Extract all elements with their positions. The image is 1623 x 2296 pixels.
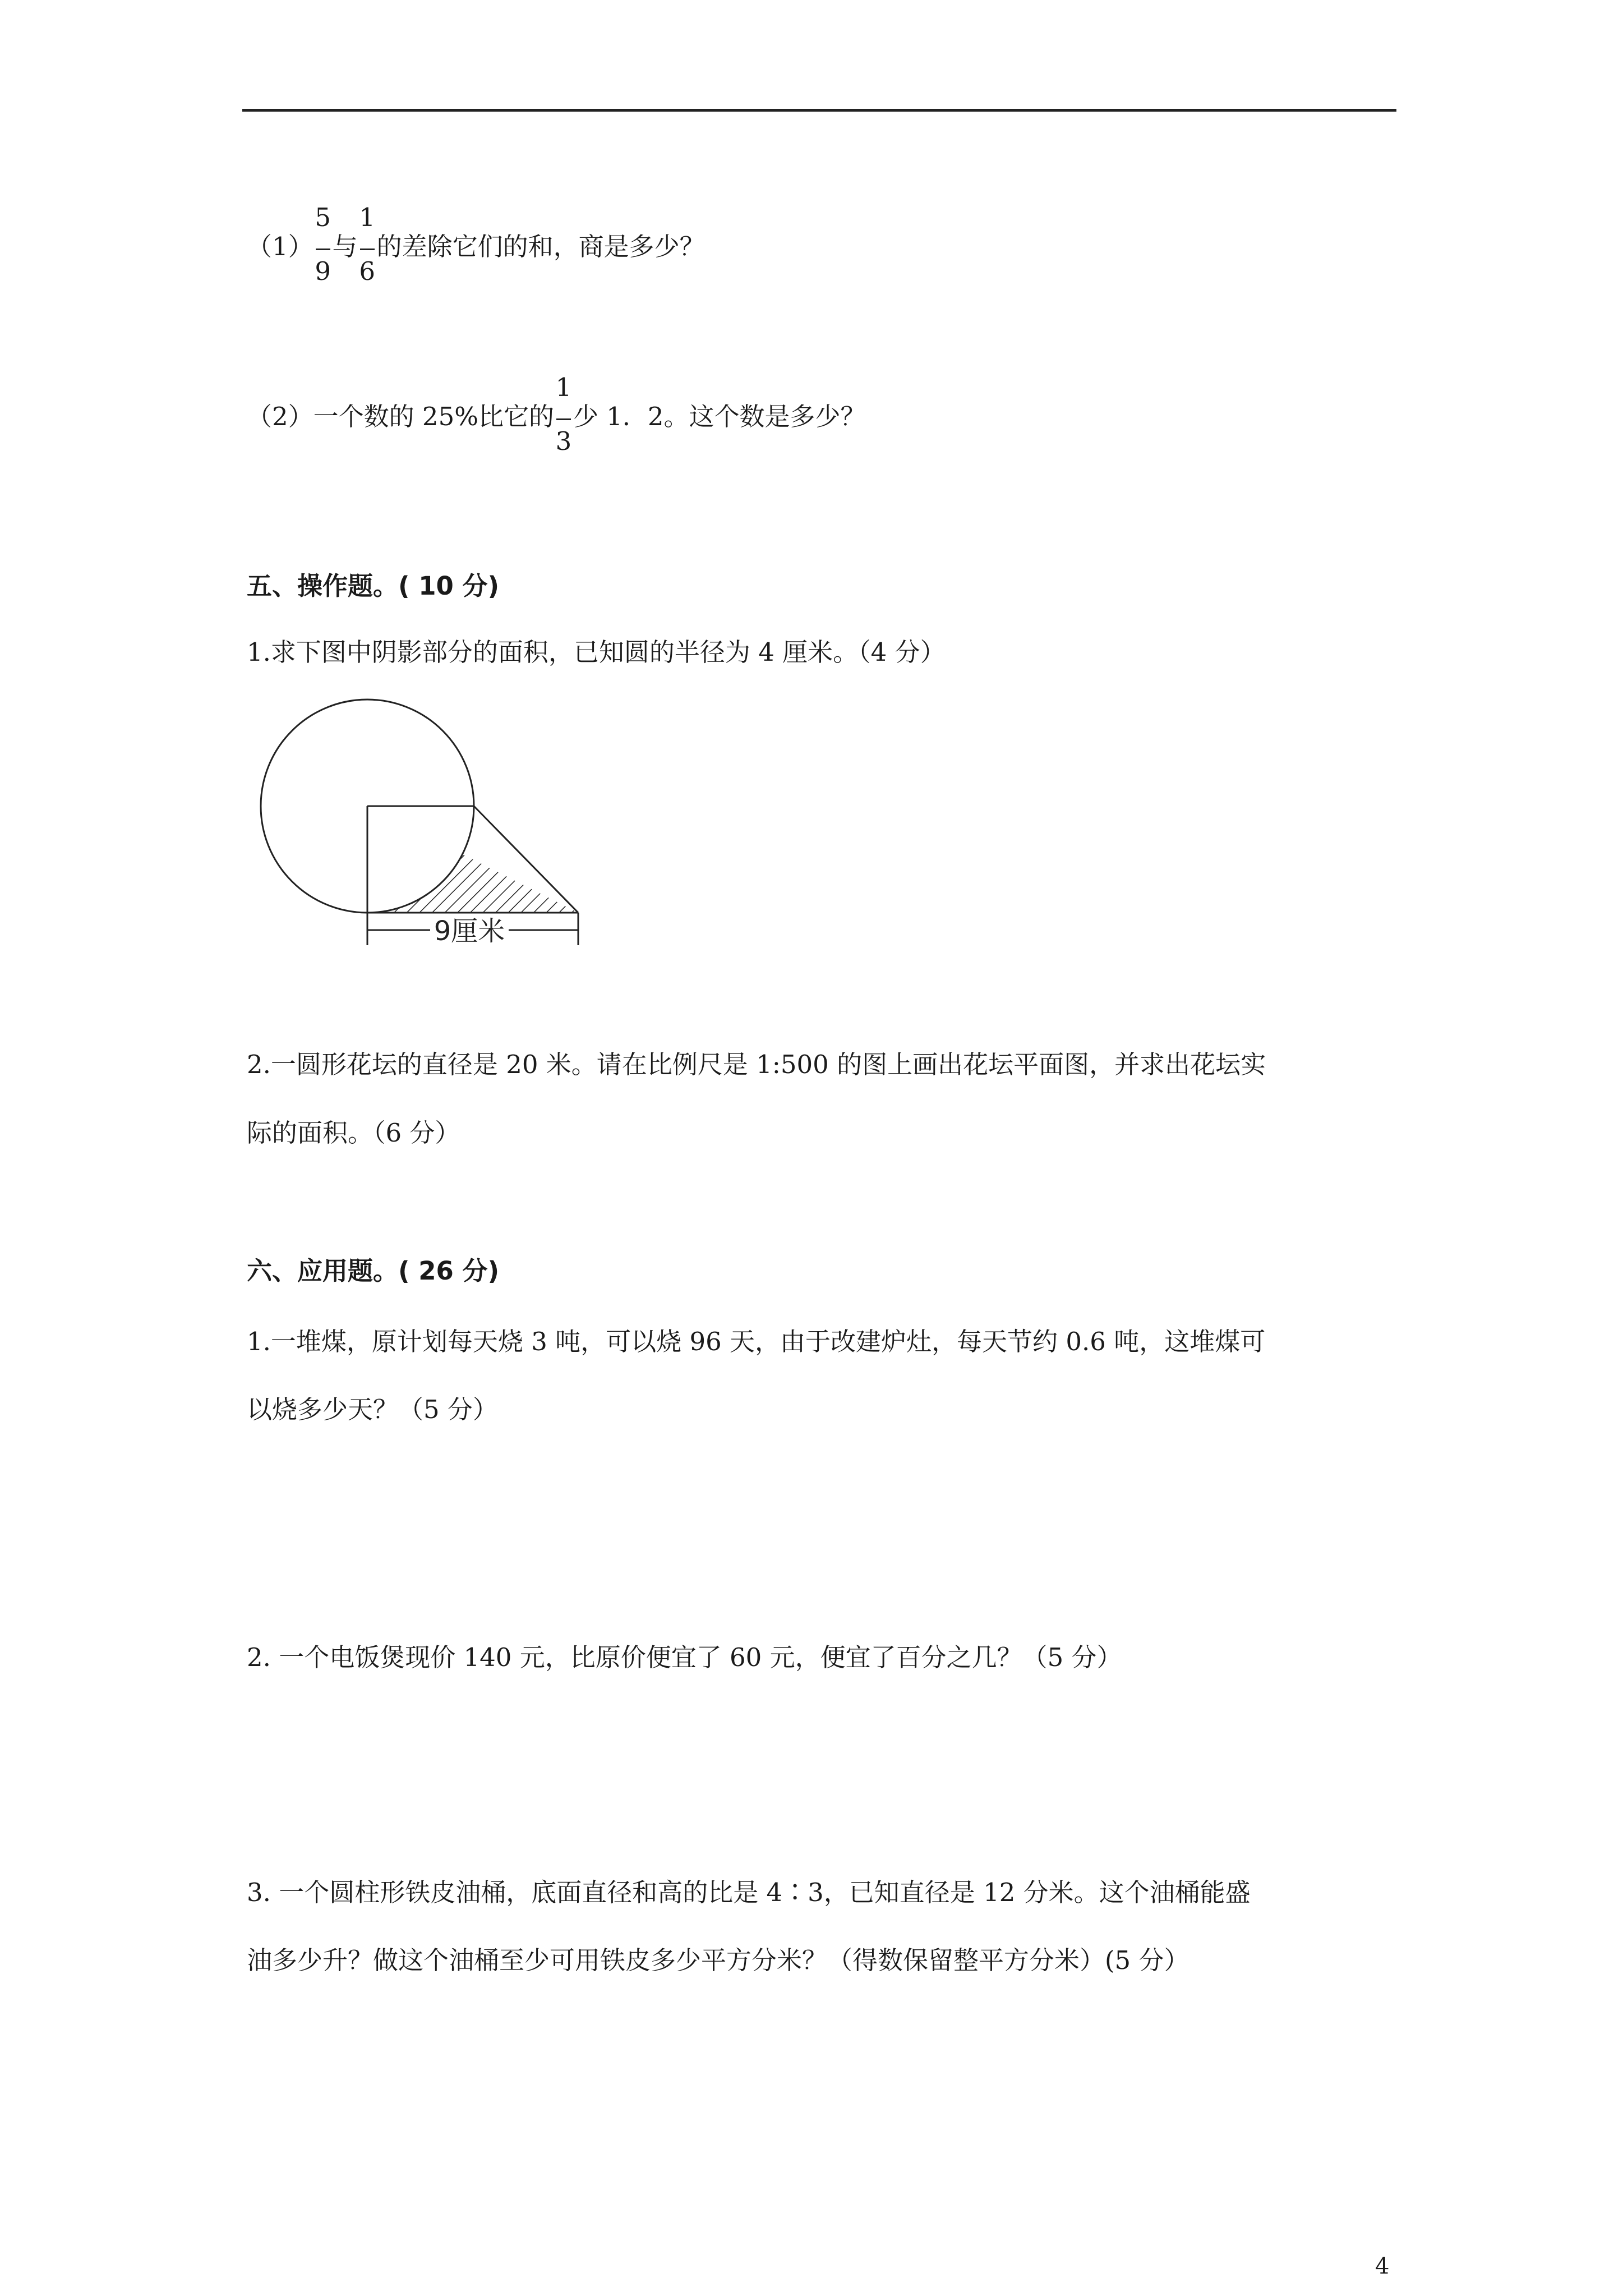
shaded-region — [367, 806, 580, 915]
section-6-item-2: 2. 一个电饭煲现价 140 元，比原价便宜了 60 元，便宜了百分之几？（5 分） — [247, 1642, 1122, 1672]
fraction-denominator: 9 — [315, 256, 331, 286]
dimension-label: 9厘米 — [434, 915, 505, 947]
section-6-item-1-line-1: 1.一堆煤，原计划每天烧 3 吨，可以烧 96 天，由于改建炉灶，每天节约 0.6 吨，这堆煤可 — [247, 1327, 1266, 1356]
section-6-item-1-line-2: 以烧多少天？（5 分） — [247, 1395, 498, 1424]
question-1-prefix: （1） — [247, 232, 313, 261]
fraction-bar — [316, 249, 330, 250]
fraction-numerator: 5 — [315, 202, 331, 232]
question-1-mid: 与 — [332, 232, 358, 261]
fraction-numerator: 1 — [359, 202, 375, 232]
question-2-prefix: （2）一个数的 25%比它的 — [247, 402, 554, 431]
fraction-1-3 — [555, 372, 572, 456]
section-5-item-2-line-1: 2.一圆形花坛的直径是 20 米。请在比例尺是 1:500 的图上画出花坛平面图，并求出花坛实 — [247, 1050, 1266, 1079]
question-2 — [247, 372, 866, 456]
question-1-suffix: 的差除它们的和，商是多少？ — [376, 232, 705, 261]
fraction-numerator: 1 — [555, 372, 572, 402]
question-2-suffix: 少 1．2。这个数是多少？ — [573, 402, 866, 431]
question-1 — [247, 202, 705, 286]
section-5-item-2-line-2: 际的面积。（6 分） — [247, 1118, 460, 1148]
shaded-area-figure — [255, 696, 592, 959]
fraction-5-9 — [315, 202, 331, 286]
fraction-bar — [360, 249, 375, 250]
fraction-denominator: 3 — [555, 426, 572, 456]
section-6-item-3-line-1: 3. 一个圆柱形铁皮油桶，底面直径和高的比是 4∶3，已知直径是 12 分米。这个油桶能盛 — [247, 1878, 1251, 1907]
page-number: 4 — [1375, 2253, 1390, 2279]
section-6-heading: 六、应用题。( 26 分) — [247, 1256, 500, 1286]
section-6-item-3-line-2: 油多少升？做这个油桶至少可用铁皮多少平方分米？（得数保留整平方分米）(5 分） — [247, 1945, 1189, 1975]
section-5-item-1: 1.求下图中阴影部分的面积，已知圆的半径为 4 厘米。（4 分） — [247, 637, 946, 667]
fraction-denominator: 6 — [359, 256, 375, 286]
fraction-1-6 — [359, 202, 376, 286]
fraction-bar — [556, 418, 571, 420]
header-rule — [242, 109, 1396, 112]
section-5-heading: 五、操作题。( 10 分) — [247, 571, 500, 601]
